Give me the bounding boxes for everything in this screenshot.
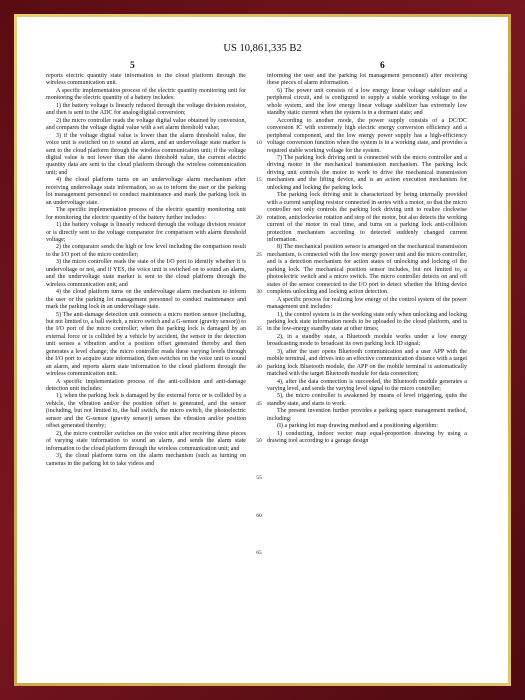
line-number: 60 [256,512,262,519]
column-number-right: 6 [380,61,385,71]
left-text-column [46,73,246,673]
paragraph: reports electric quantity state information to the cloud platform through the wireless communication unit. [46,73,246,87]
paragraph: 2) the micro controller reads the voltage digital value obtained by conversion, and compares the voltage digital value with a set alarm threshold value; [46,117,246,132]
paragraph: 2) the comparator sends the high or low level including the comparison result to the I/O port of the micro controller; [46,244,246,258]
line-number: 30 [256,289,262,296]
paragraph: 7) The parking lock driving unit is connected with the micro controller and a driving motor in the mechanical transmission mechanism. The parking lock driving unit controls the motor to work to drive the mechanical transmission mechanism and the lifting device, and is an action execution mechanism for unlocking and locking the parking lock. [267,154,467,191]
paragraph: 2), the micro controller switches on the voice unit after receiving these pieces of varying state information to sound an alarm, and sends the alarm state information to the cloud platform through the wireless communication unit; and [46,430,246,452]
paragraph: 3), after the user opens Bluetooth communication and a user APP with the mobile terminal, and drives into an effective communication distance with a target parking lock Bluetooth module, the APP on the mobile terminal is automatically matched with the target Bluetooth module for data connection; [267,348,467,378]
paragraph: 1), when the parking lock is damaged by the external force or is collided by a vehicle, the vibration and/or the position offset is generated, and the sensor (including, but not limited to, the ball switch, the micro switch, the photoelectric sensor and the G-sensor (gravity sensor)) senses the vibration and/or position offset generated thereby; [46,393,246,430]
paragraph: A specific process for realizing low energy of the control system of the power management unit includes: [267,296,467,311]
paragraph: 6) The power unit consists of a low energy linear voltage stabilizer and a peripheral circuit, and is configured to supply a stable working voltage to the whole system, and the low energy linear voltage stabilizer has extremely low standby static current when the system is in a dormant state; and [267,87,467,117]
paragraph: 5), the micro controller is awakened by means of level triggering, quits the standby state, and starts to work. [267,393,467,407]
paragraph: 1), the control system is in the working state only when unlocking and locking parking lock state information needs to be uploaded to the cloud platform, and is in the low-energy standby state at other times; [267,311,467,333]
line-number: 15 [256,177,262,184]
patent-number: US 10,861,335 B2 [223,43,302,54]
line-number: 20 [256,214,262,221]
paragraph: 4) the cloud platform turns on an undervoltage alarm mechanism after receiving undervoltage state information, so as to inform the user or the parking lot management personnel to conduct maintenance and mark the parking lock in an undervoltage state. [46,177,246,206]
line-number: 25 [256,251,262,258]
column-number-left: 5 [130,61,135,71]
paragraph: According to another mode, the power supply consists of a DC/DC conversion IC with extremely high electric energy conversion efficiency and a peripheral component, and the low energy power supply has a high-efficiency voltage conversion function when the system is in a working state, and provides a required stable working voltage for the system. [267,117,467,154]
right-text-column [267,73,467,673]
paragraph: (I) a parking lot map drawing method and a positioning algorithm: [277,423,438,430]
line-number: 35 [256,326,262,333]
paragraph: A specific implementation process of the anti-collision and anti-damage detection unit includes: [46,378,246,393]
paragraph: 1) the battery voltage is linearly reduced through the voltage division resistor, and then is sent to the ADC for analog/digital conversion; [46,102,246,117]
line-number: 10 [256,140,262,147]
line-number: 65 [256,549,262,556]
paragraph: informing the user and the parking lot management personnel) after receiving these pieces of alarm information. [267,73,467,87]
paragraph: 8) The mechanical position sensor is arranged on the mechanical transmission mechanism, is connected with the low energy power unit and the micro controller, and is a detection mechanism for action states of unlocking and locking of the parking lock. The mechanical position sensor includes, but not limited to, a photoelectric switch and a micro switch. The micro controller detects on and off states of the sensor connected to the I/O port to detect whether the lifting device completes unlocking and locking action detection. [267,244,467,296]
patent-page [17,17,508,683]
paragraph: A specific implementation process of the electric quantity monitoring unit for monitoring the electric quantity of a battery includes: [46,87,246,102]
line-number: 40 [256,363,262,370]
paragraph: 1) conducting, indoor vector map equal-proportion drawing by using a drawing tool according to a garage design [267,430,467,445]
paragraph: The specific implementation process of the electric quantity monitoring unit for monitoring the electric quantity of the battery further includes: [46,207,246,221]
paragraph: 3), the cloud platform turns on the alarm mechanism (such as turning on cameras in the parking lot to take videos and [46,453,246,467]
paragraph: 5) The anti-damage detection unit connects a micro motion sensor (including, but not limited to, a ball switch, a micro switch and a G-sensor (gravity sensor)) to the I/O port of the micro controller; when the parking lock is damaged by an external force or is collided by a vehicle by accident, the sensor in the detection unit senses a vibration and/or a position offset generated thereby and then generates a level change; the micro controller reads these varying levels through the I/O port to acquire state information, then switches on the voice unit to sound an alarm, and reports alarm state information to the cloud platform through the wireless communication unit. [46,311,246,378]
paragraph: 1) the battery voltage is linearly reduced through the voltage division resistor or is directly sent to the voltage comparator for comparison with alarm threshold voltage; [46,222,246,243]
line-number: 45 [256,400,262,407]
paragraph: The present invention further provides a parking space management method, including: [267,408,467,422]
paragraph: 4) the cloud platform turns on the undervoltage alarm mechanism to inform the user or the parking lot management personnel to conduct maintenance and mark the parking lock in an undervoltage state. [46,289,246,311]
paragraph: 2), in a standby state, a Bluetooth module works under a low energy broadcasting mode to broadcast its own parking lock ID signal; [267,333,467,348]
line-number-gutter [251,73,267,673]
line-number: 55 [256,475,262,482]
paragraph: 3) if the voltage digital value is lower than the alarm threshold value, the voice unit is switched on to sound an alarm, and an undervoltage state marker is sent to the cloud platform through the wireless communication unit; if the voltage digital value is not lower than the alarm threshold value, the current electric quantity data are sent to the cloud platform through the wireless communication unit; and [46,132,246,176]
line-number: 50 [256,438,262,445]
paragraph: 4), after the data connection is succeeded, the Bluetooth module generates a varying level, and sends the varying level signal to the micro controller; [267,378,467,393]
paragraph: 3) the micro controller reads the state of the I/O port to identify whether it is undervoltage or not, and if YES, the voice unit is switched on to sound an alarm, and the undervoltage state marker is sent to the cloud platform through the wireless communication unit; and [46,259,246,288]
paragraph: The parking lock driving unit is characterized by being internally provided with a current sampling resistor connected in series with a motor, so that the micro controller not only controls the parking lock driving unit to realize clockwise rotation, anticlockwise rotation and stop of the motor, but also detects the working current of the motor in real time, and turns on a parking lock anti-collision protection mechanism according to detected suddenly changed current information. [267,192,467,243]
